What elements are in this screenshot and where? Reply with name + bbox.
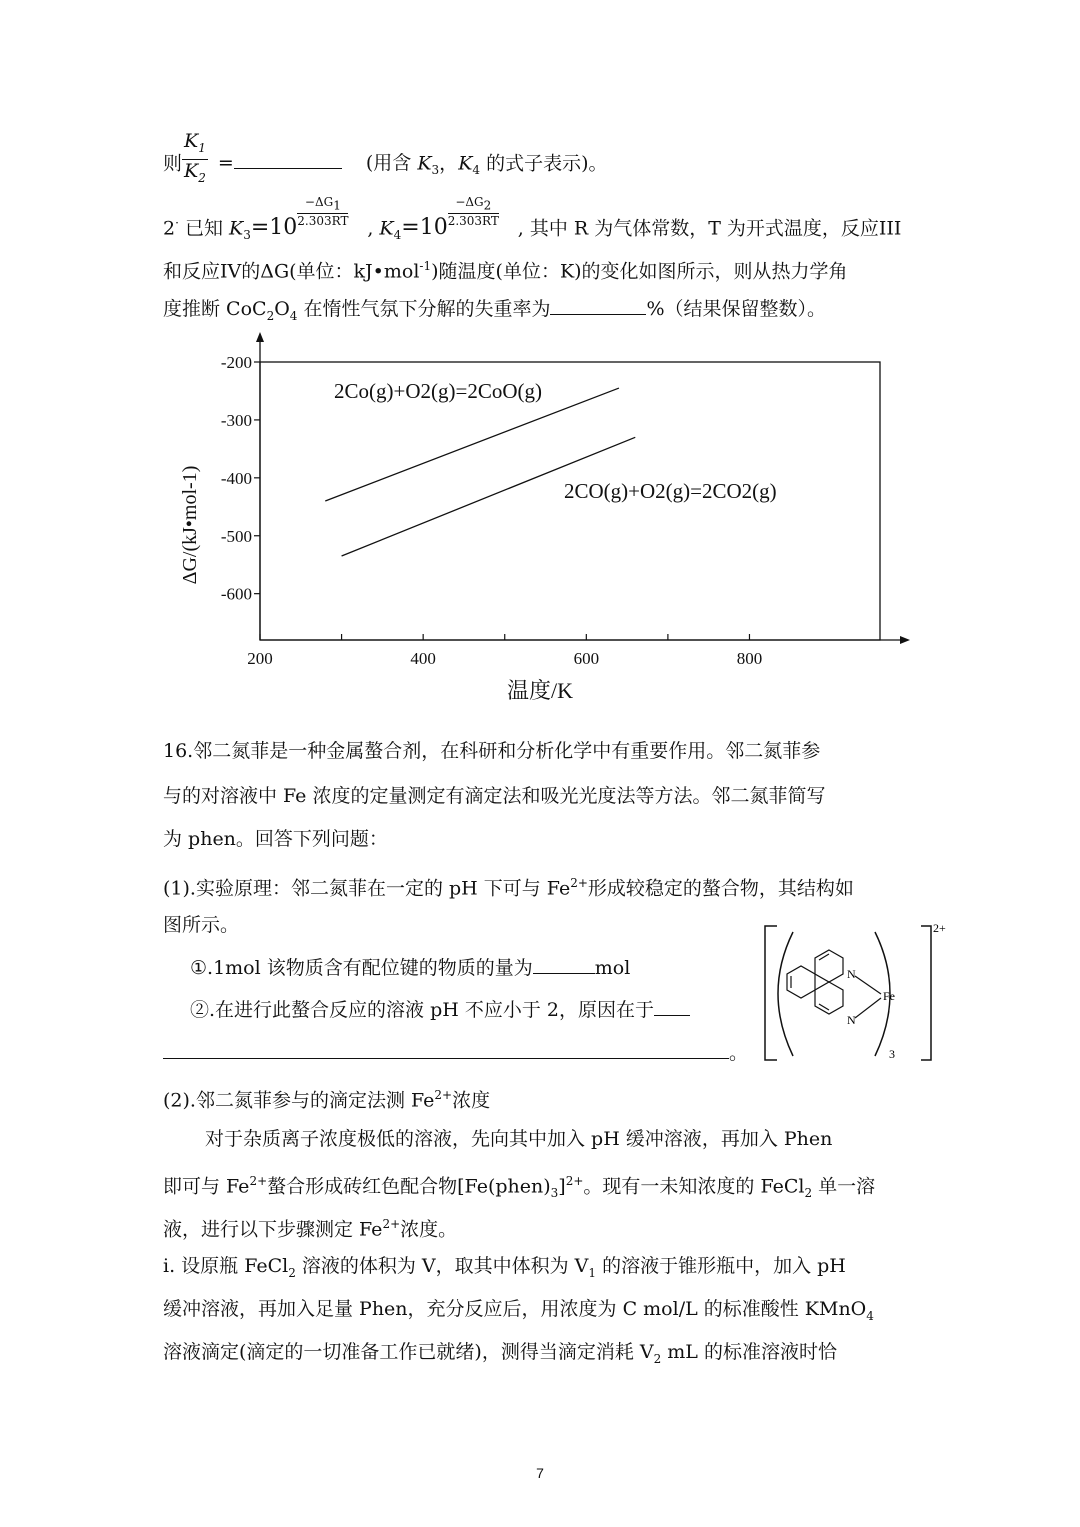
q16-para-line-2: 即可与 $Fe^{2+}$螯合形成砖红色配合物$[Fe(phen)_3]^{2+}$。现有一未知浓度的 FeCl$_2$ 单一溶 — [163, 1174, 876, 1201]
page-number: 7 — [536, 1465, 544, 1481]
x-tick-label: 200 — [247, 649, 273, 668]
left-bracket — [765, 926, 777, 1060]
series-label: 2Co(g)+O2(g)=2CoO(g) — [334, 379, 542, 403]
q16-p2: (2).邻二氮菲参与的滴定法测 $Fe^{2+}$浓度 — [163, 1088, 491, 1112]
q16-para-line-1: 对于杂质离子浓度极低的溶液，先向其中加入 pH 缓冲溶液，再加入 Phen — [205, 1128, 833, 1150]
n-label-1: N — [847, 967, 856, 981]
q16-intro-2: 与的对溶液中 Fe 浓度的定量测定有滴定法和吸光光度法等方法。邻二氮菲简写 — [163, 785, 826, 807]
q16-step-i-line-2: 缓冲溶液，再加入足量 Phen，充分反应后，用浓度为 C mol/L 的标准酸性 KMnO$_4$ — [163, 1298, 874, 1323]
answer-blank-1[interactable] — [234, 150, 342, 169]
q16-step-i-line-3: 溶液滴定(滴定的一切准备工作已就绪)，测得当滴定消耗 $V_2$ mL 的标准溶液时恰 — [163, 1341, 837, 1366]
series-label: 2CO(g)+O2(g)=2CO2(g) — [564, 479, 777, 503]
fe-phen-complex-structure — [755, 918, 955, 1068]
coord-bond-2 — [855, 998, 881, 1018]
q16-p1-line-1: (1).实验原理：邻二氮菲在一定的 pH 下可与 $Fe^{2+}$形成较稳定的螯合物，其结构如 — [163, 876, 854, 900]
chart-xlabel: 温度/K — [506, 678, 574, 703]
y-axis-arrow — [256, 332, 264, 342]
q1-line: 则 $\frac{K_1}{K_2}$ = (用含 $K_3$，$K_4$ 的式子表示)。 — [163, 140, 607, 189]
delta-g-chart — [170, 330, 930, 710]
answer-blank-3[interactable] — [533, 955, 595, 974]
q16-s2-cont: 。 — [163, 1040, 748, 1066]
q16-s2: ②.在进行此螯合反应的溶液 pH 不应小于 2，原因在于 — [190, 997, 690, 1023]
q16-p1-line-2: 图所示。 — [163, 914, 240, 936]
y-tick-label: -300 — [220, 410, 252, 430]
right-bracket — [921, 926, 931, 1060]
q2-line-2: 和反应IV的ΔG(单位：kJ•mol$^{-1}$)随温度(单位：K)的变化如图所示，则从热力学角 — [163, 259, 848, 283]
chart-ylabel: ΔG/(kJ•mol-1) — [179, 465, 201, 585]
q2-line-3: 度推断 $CoC_2O_4$ 在惰性气氛下分解的失重率为 %（结果保留整数）。 — [163, 298, 827, 323]
q16-intro-1: 16.邻二氮菲是一种金属螯合剂，在科研和分析化学中有重要作用。邻二氮菲参 — [163, 740, 821, 762]
x-tick-label: 600 — [573, 649, 600, 668]
answer-blank-2[interactable] — [550, 296, 646, 315]
q16-s1: ①.1mol 该物质含有配位键的物质的量为 mol — [190, 957, 631, 979]
exponent-k3: =10 $-\Delta G_1$ 2.303RT — [250, 195, 349, 241]
x-tick-label: 800 — [736, 649, 763, 668]
phen-ring — [787, 950, 843, 1014]
q16-para-line-3: 液，进行以下步骤测定 $Fe^{2+}$浓度。 — [163, 1217, 458, 1241]
y-tick-label: -600 — [220, 584, 252, 604]
y-tick-label: -400 — [220, 468, 252, 488]
x-axis-arrow — [900, 636, 910, 644]
charge-label: 2+ — [933, 921, 946, 935]
answer-blank-4b[interactable] — [163, 1040, 729, 1059]
q2-line-1: 2· 已知 $K_3=10$ $-\Delta G_1$ 2.303RT , $K_4=10$ $-\Delta G_2$ 2.303RT , 其中 R 为气体常数，T 为开式温度，反应III — [163, 195, 902, 243]
k1-over-k2-fraction: $\frac{K_1}{K_2}$ — [184, 130, 206, 185]
left-paren — [778, 932, 793, 1056]
coord-bond-1 — [855, 976, 881, 994]
x-tick-label: 400 — [410, 649, 436, 668]
count-label: 3 — [889, 1047, 895, 1061]
fe-label: Fe — [883, 989, 895, 1003]
q16-intro-3: 为 phen。回答下列问题： — [163, 828, 388, 850]
y-tick-label: -500 — [220, 526, 252, 546]
q16-step-i-line-1: i. 设原瓶 FeCl$_2$ 溶液的体积为 V，取其中体积为 $V_1$ 的溶液于锥形瓶中，加入 pH — [163, 1255, 846, 1280]
y-tick-label: -200 — [220, 353, 252, 372]
chart-series — [325, 379, 776, 556]
answer-blank-4a[interactable] — [654, 997, 690, 1016]
n-label-2: N — [847, 1013, 856, 1027]
exponent-k4: =10 $-\Delta G_2$ 2.303RT — [401, 195, 499, 241]
